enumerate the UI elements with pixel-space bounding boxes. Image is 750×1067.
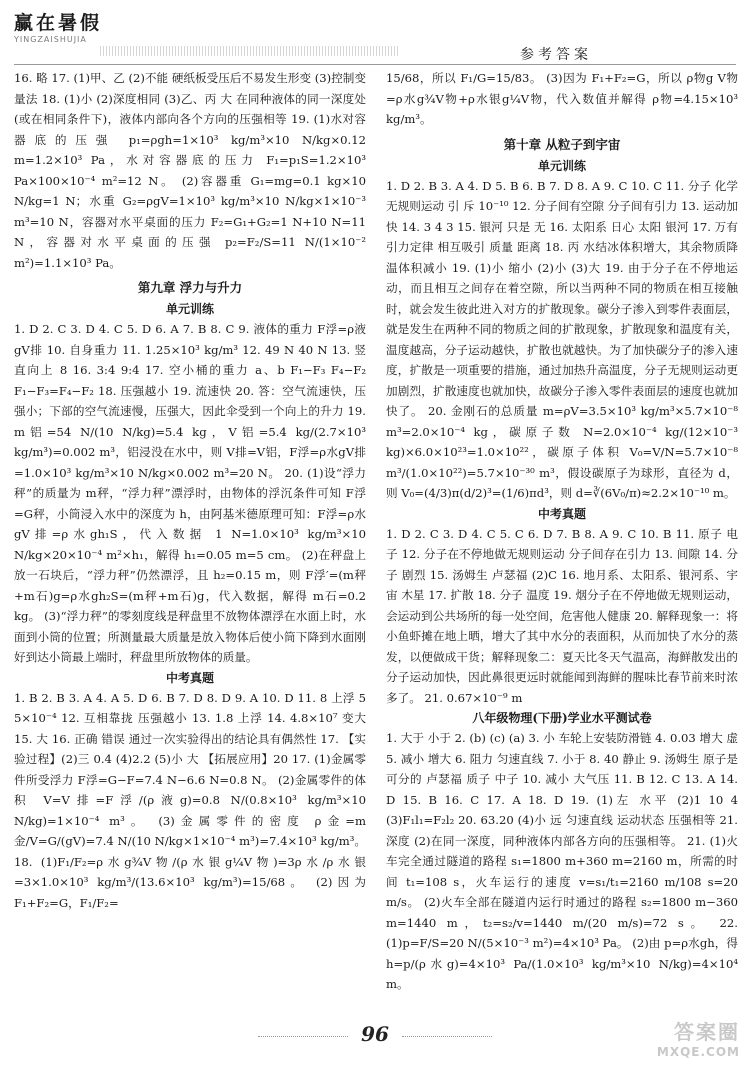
left-column	[14, 68, 366, 913]
brand-block	[14, 8, 264, 44]
header-rule	[14, 64, 736, 65]
chapter-9-exam-title: 中考真题	[165, 670, 214, 685]
watermark-text: 答案圈	[674, 1020, 740, 1044]
page-number: 96	[361, 1022, 389, 1046]
chapter-9-title: 第九章 浮力与升力	[137, 280, 243, 295]
chapter-10-title: 第十章 从粒子到宇宙	[503, 136, 621, 152]
header-title: 参考答案	[520, 47, 592, 63]
left-paragraph-3: 1. B 2. B 3. A 4. A 5. D 6. B 7. D 8. D 9. A 10. D 11. 8 上浮 5 5×10⁻⁴ 12. 互相靠拢 压强越小 13. 1.8 上浮 14. 4.8×10⁷ 变大 15. 大 16. 正确 错误 通过一次实验得出的结论具有偶然性 17. 【实验过程】(2)三 0.4 (4)2.2 (5)小 大 【拓展应用】20 17. (1)金属零件所受浮力 F浮=G−F=7.4 N−6.6 N=0.8 N。 (2)金属零件的体积 V=V排=F浮/(ρ液g)=0.8 N/(0.8×10³ kg/m³×10 N/kg)=1×10⁻⁴ m³。 (3)金属零件的密度 ρ金=m金/V=G/(gV)=7.4 N/(10 N/kg×1×10⁻⁴ m³)=7.4×10³ kg/m³。 18. (1)F₁/F₂=ρ水g¾V物/(ρ水银g¼V物)=3ρ水/ρ水银=3×1.0×10³ kg/m³/(13.6×10³ kg/m³)=15/68。 (2)因为 F₁+F₂=G，F₁/F₂=	[14, 690, 366, 910]
test-paper-title: 八年级物理(下册)学业水平测试卷	[472, 711, 652, 725]
brand-title: 赢在暑假	[14, 12, 103, 34]
left-paragraph-1: 16. 略 17. (1)甲、乙 (2)不能 硬纸板受压后不易发生形变 (3)控制变量法 18. (1)小 (2)深度相同 (3)乙、丙 大 在同种液体的同一深度处(或在相同条件下)，液体内部向各个方向的压强相等 19. (1)水对容器底的压强 p₁=ρgh=1×10³ kg/m³×10 N/kg×0.12 m=1.2×10³ Pa，水对容器底的压力 F₁=p₁S=1.2×10³ Pa×100×10⁻⁴ m²=12 N。 (2)容器重 G₁=mg=0.1 kg×10 N/kg=1 N；水重 G₂=ρgV=1×10³ kg/m³×10 N/kg×1×10⁻³ m³=10 N，容器对水平桌面的压力 F₂=G₁+G₂=1 N+10 N=11 N，容器对水平桌面的压强 p₂=F₂/S=11 N/(1×10⁻² m²)=1.1×10³ Pa。	[14, 71, 366, 270]
right-column	[386, 68, 738, 995]
chapter-10-unit-training: 单元训练	[537, 158, 586, 173]
chapter-9-unit-training: 单元训练	[165, 302, 214, 316]
right-paragraph-4: 1. 大于 小于 2. (b) (c) (a) 3. 小 车轮上安装防滑链 4. 0.03 增大 虚 5. 减小 增大 6. 阻力 匀速直线 7. 小于 8. 40 静止 9. 汤姆生 原子是可分的 卢瑟福 质子 中子 10. 减小 大气压 11. B 12. C 13. A 14. D 15. B 16. C 17. A 18. D 19. (1)左 水平 (2)1 10 4 (3)F₁l₁=F₂l₂ 20. 63.20 (4)小 远 匀速直线 运动状态 压强相等 21. 深度 (2)在同一深度，同种液体内部各方向的压强相等。 21. (1)火车完全通过隧道的路程 s₁=1800 m+360 m=2160 m，所需的时间 t₁=108 s，火车运行的速度 v=s₁/t₁=2160 m/108 s=20 m/s。 (2)火车全部在隧道内运行时通过的路程 s₂=1800 m−360 m=1440 m，t₂=s₂/v=1440 m/(20 m/s)=72 s。 22. (1)p=F/S=20 N/(5×10⁻³ m²)=4×10³ Pa。 (2)由 p=ρ水gh，得 h=p/(ρ水g)=4×10³ Pa/(1.0×10³ kg/m³×10 N/kg)=4×10⁴ m。	[386, 731, 738, 991]
footer-ornament-right	[402, 1036, 492, 1037]
right-paragraph-1: 15/68，所以 F₁/G=15/83。 (3)因为 F₁+F₂=G，所以 ρ物g V物=ρ水g¾V物+ρ水银g¼V物，代入数值并解得 ρ物=4.15×10³ kg/m³。	[386, 71, 738, 126]
footer-ornament-left	[258, 1036, 348, 1037]
chapter-10-exam-title: 中考真题	[537, 506, 586, 521]
header-hatch-decoration	[100, 46, 400, 56]
left-paragraph-2: 1. D 2. C 3. D 4. C 5. D 6. A 7. B 8. C 9. 液体的重力 F浮=ρ液gV排 10. 自身重力 11. 1.25×10³ kg/m³ 12. 49 N 40 N 13. 竖直向上 8 16. 3:4 9:4 17. 空小桶的重力 a、b F₁−F₃ F₄−F₂ F₁−F₃=F₄−F₂ 18. 压强越小 19. 流速快 20. 答：空气流速快，压强小；下部的空气流速慢，压强大，因此伞受到一个向上的升力 19. m铝=54 N/(10 N/kg)=5.4 kg，V铝=5.4 kg/(2.7×10³ kg/m³)=0.002 m³，铝浸没在水中，则 V排=V铝，F浮=ρ水gV排=1.0×10³ kg/m³×10 N/kg×0.002 m³=20 N。 20. (1)设“浮力秤”的质量为 m秤，“浮力秤”漂浮时，由物体的浮沉条件可知 F浮=G秤，小筒浸入水中的深度为 h，由阿基米德原理可知：F浮=ρ水gV排=ρ水gh₁S，代入数据 1 N=1.0×10³ kg/m³×10 N/kg×20×10⁻⁴ m²×h₁，解得 h₁=0.05 m=5 cm。 (2)在秤盘上放一石块后，“浮力秤”仍然漂浮，且 h₂=0.15 m，则 F浮′=(m秤+m石)g=ρ水gh₂S=(m秤+m石)g，代入数据，解得 m石=0.2 kg。 (3)“浮力秤”的零刻度线是秤盘里不放物体漂浮在水面上时，水面到小筒的位置；所测量最大质量是放入物体后使小筒下降到水面刚好到达小筒最上端时，秤盘里所放物体的质量。	[14, 322, 366, 664]
right-paragraph-2: 1. D 2. B 3. A 4. D 5. B 6. B 7. D 8. A 9. C 10. C 11. 分子 化学 无规则运动 引 斥 10⁻¹⁰ 12. 分子间有空隙 分子间有引力 13. 运动加快 14. 3 4 3 15. 银河 只是 无 16. 太阳系 日心 太阳 银河 17. 万有引力定律 相互吸引 质量 距离 18. 丙 水结冰体积增大，其余物质降温体积减小 19. (1)小 缩小 (2)小 (3)大 19. 由于分子在不停地运动，而且相互之间存在着空隙，所以当两种不同的物质在相互接触时，就会发生彼此进入对方的扩散现象。碳分子渗入到零件表面层，就是发生在两种不同的物质之间的扩散现象，扩散现象和温度有关，温度越高，分子运动越快，扩散也就越快。为了加快碳分子的渗入速度，扩散是一项重要的措施，通过加热升高温度，分子无规则运动更加剧烈，扩散速度也就加快，故碳分子渗入零件表面层的速度也就加快了。 20. 金刚石的总质量 m=ρV=3.5×10³ kg/m³×5.7×10⁻⁸ m³=2.0×10⁻⁴ kg，碳原子数 N=2.0×10⁻⁴ kg/(12×10⁻³ kg)×6.0×10²³=1.0×10²²，碳原子体积 V₀=V/N=5.7×10⁻⁸ m³/(1.0×10²²)=5.7×10⁻³⁰ m³，假设碳原子为球形，直径为 d，则 V₀=(4/3)π(d/2)³=(1/6)πd³，则 d=∛(6V₀/π)≈2.2×10⁻¹⁰ m。	[386, 178, 738, 500]
watermark-logo	[600, 1016, 740, 1059]
watermark-url: MXQE.COM	[656, 1045, 740, 1059]
right-paragraph-3: 1. D 2. C 3. D 4. C 5. C 6. D 7. B 8. A 9. C 10. B 11. 原子 电子 12. 分子在不停地做无规则运动 分子间存在引力 13. 间隙 14. 分子 剧烈 15. 汤姆生 卢瑟福 (2)C 16. 地月系、太阳系、银河系、宇宙 木星 17. 扩散 18. 分子 温度 19. 烟分子在不停地做无规则运动，会运动到公共场所的每一处空间，危害他人健康 20. 解释现象一：将小鱼虾摊在地上晒，增大了其中水分的表面积，从而加快了水分的蒸发，以便做成干货；解释现象二：夏天比冬天气温高，海鲜散发出的分子运动加快，因此鼻很更远时就能闻到海鲜的腥味比春节前来时浓多了。 21. 0.67×10⁻⁹ m	[386, 526, 738, 705]
brand-pinyin: YINGZAISHUJIA	[14, 35, 87, 44]
